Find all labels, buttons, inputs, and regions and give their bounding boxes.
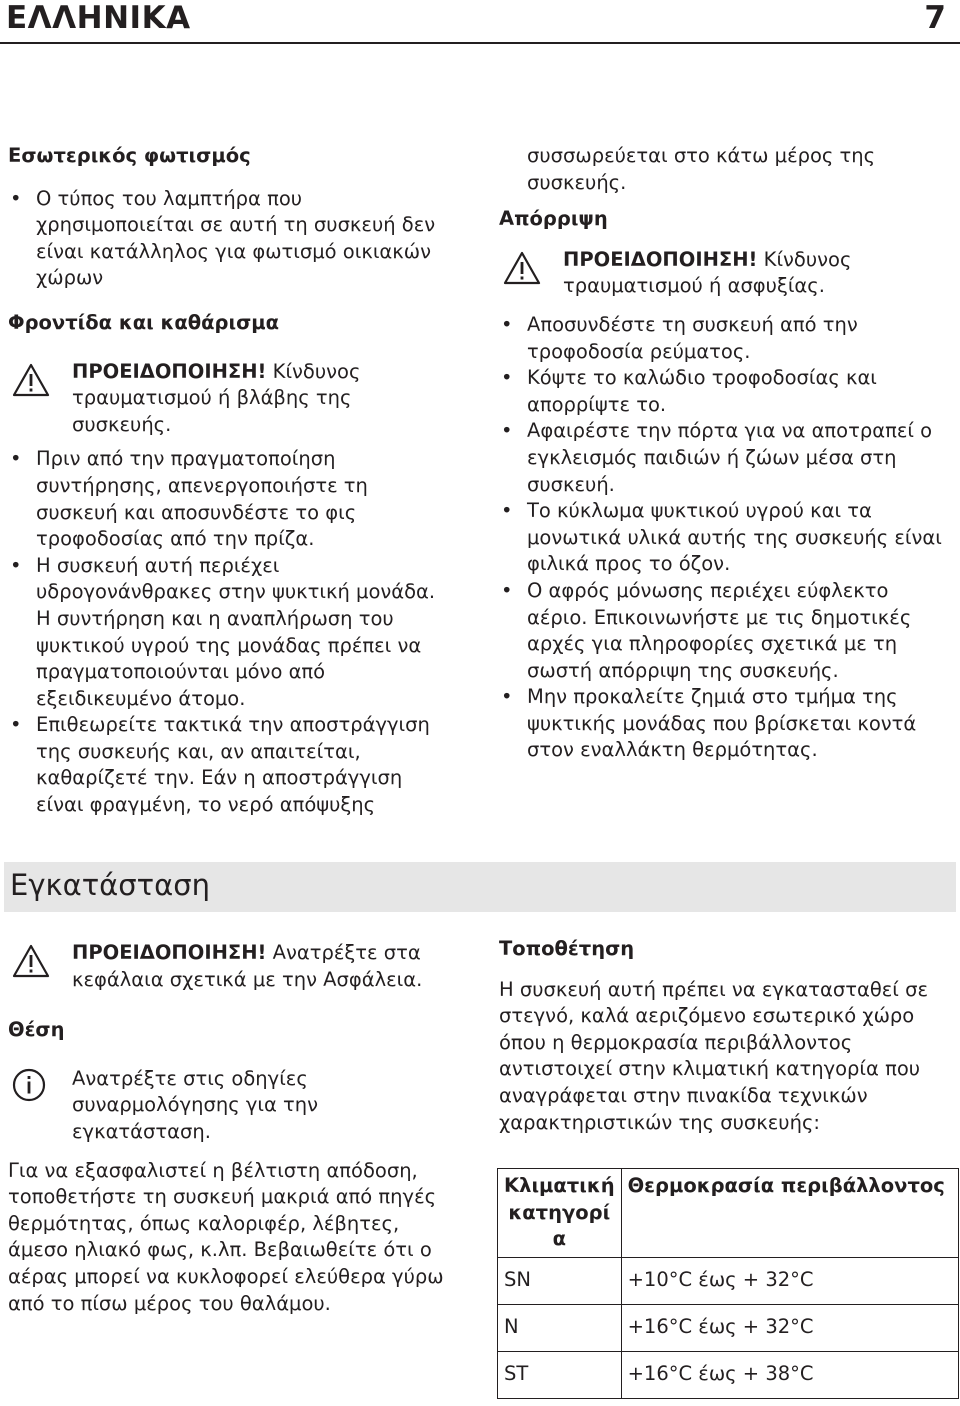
positioning-heading: Τοποθέτηση <box>499 937 635 960</box>
right-column <box>499 143 951 764</box>
header-language: ΕΛΛΗΝΙΚΑ <box>6 0 191 36</box>
list-item: • Η συσκευή αυτή περιέχει υδρογονάνθρακες στην ψυκτική μονάδα. Η συντήρηση και η αναπλήρωση του ψυκτικού υγρού της μονάδας πρέπει να πραγματοποιούνται μόνο από εξειδικευμένο άτομο. <box>8 553 453 713</box>
climate-class-table <box>497 1168 959 1399</box>
installation-warning <box>8 940 453 993</box>
list-item: • Αφαιρέστε την πόρτα για να αποτραπεί ο εγκλεισμός παιδιών ή ζώων μέσα στη συσκευή. <box>499 418 951 498</box>
list-item: • Πριν από την πραγματοποίηση συντήρησης, απενεργοποιήστε τη συσκευή και αποσυνδέστε το φις τροφοδοσίας από την πρίζα. <box>8 446 453 552</box>
info-circle-icon <box>12 1068 52 1104</box>
table-cell: +10°C έως + 32°C <box>621 1257 958 1304</box>
care-cleaning-list <box>8 446 453 818</box>
warning-text: Κίνδυνος τραυματισμού ή ασφυξίας. <box>563 247 852 298</box>
warning-text: Ανατρέξτε στα κεφάλαια σχετικά με την Ασφάλεια. <box>72 941 423 991</box>
table-row <box>498 1351 959 1398</box>
internal-lighting-heading: Εσωτερικός φωτισμός <box>8 144 251 167</box>
list-item: • Ο τύπος του λαμπτήρα που χρησιμοποιείται σε αυτή τη συσκευή δεν είναι κατάλληλος για φωτισμό οικιακών χώρων <box>8 186 453 292</box>
table-row <box>498 1257 959 1304</box>
disposal-heading: Απόρριψη <box>499 207 608 231</box>
list-item: • Κόψτε το καλώδιο τροφοδοσίας και απορρίψτε το. <box>499 365 951 418</box>
disposal-list <box>499 312 951 764</box>
warning-label: ΠΡΟΕΙΔΟΠΟΙΗΣΗ! <box>72 359 267 383</box>
care-cleaning-heading: Φροντίδα και καθάρισμα <box>8 310 280 334</box>
list-item: • Επιθεωρείτε τακτικά την αποστράγγιση της συσκευής και, αν απαιτείται, καθαρίζετέ την. Εάν η αποστράγγιση είναι φραγμένη, το νερό απόψυξης <box>8 712 453 818</box>
positioning-paragraph: Η συσκευή αυτή πρέπει να εγκατασταθεί σε στεγνό, καλά αεριζόμενο εσωτερικό χώρο όπου η θερμοκρασία περιβάλλοντος αντιστοιχεί στην κλιματική κατηγορία που αναγράφεται στην πινακίδα τεχνικών χαρακτηριστικών της συσκευής: <box>499 977 928 1134</box>
page-number: 7 <box>924 0 946 36</box>
disposal-warning <box>499 247 951 300</box>
warning-triangle-icon <box>12 944 52 980</box>
table-cell: +16°C έως + 32°C <box>621 1304 958 1351</box>
column-header: Θερμοκρασία περιβάλλοντος <box>621 1169 958 1258</box>
installation-section-bar <box>4 862 956 912</box>
continuation-text: συσσωρεύεται στο κάτω μέρος της συσκευής. <box>527 144 876 194</box>
location-paragraph: Για να εξασφαλιστεί η βέλτιστη απόδοση, τοποθετήστε τη συσκευή μακριά από πηγές θερμότητας, όπως καλοριφέρ, λέβητες, άμεσο ηλιακό φως, κ.λπ. Βεβαιωθείτε ότι ο αέρας μπορεί να κυκλοφορεί ελεύθερα γύρω από το πίσω μέρος του θαλάμου. <box>8 1158 444 1315</box>
table-row <box>498 1304 959 1351</box>
left-column <box>8 143 453 819</box>
table-cell: N <box>498 1304 622 1351</box>
care-warning <box>8 359 453 439</box>
warning-triangle-icon <box>503 251 543 287</box>
list-item: • Το κύκλωμα ψυκτικού υγρού και τα μονωτικά υλικά αυτής της συσκευής είναι φιλικά προς το όζον. <box>499 498 951 578</box>
location-info <box>8 1066 453 1146</box>
installation-title: Εγκατάσταση <box>10 868 210 902</box>
column-header: Κλιματική κατηγορί α <box>498 1169 622 1258</box>
list-item: • Αποσυνδέστε τη συσκευή από την τροφοδοσία ρεύματος. <box>499 312 951 365</box>
table-cell: +16°C έως + 38°C <box>621 1351 958 1398</box>
list-item: • Ο αφρός μόνωσης περιέχει εύφλεκτο αέριο. Επικοινωνήστε με τις δημοτικές αρχές για πληροφορίες σχετικά με τη σωστή απόρριψη της συσκευής. <box>499 578 951 684</box>
warning-label: ΠΡΟΕΙΔΟΠΟΙΗΣΗ! <box>563 247 758 271</box>
table-header-row <box>498 1169 959 1258</box>
info-text: Ανατρέξτε στις οδηγίες συναρμολόγησης για την εγκατάσταση. <box>72 1066 319 1143</box>
table-cell: SN <box>498 1257 622 1304</box>
warning-text: Κίνδυνος τραυματισμού ή βλάβης της συσκευής. <box>72 359 361 436</box>
location-heading: Θέση <box>8 1018 65 1042</box>
warning-label: ΠΡΟΕΙΔΟΠΟΙΗΣΗ! <box>72 941 267 964</box>
warning-triangle-icon <box>12 363 52 399</box>
header-rule <box>0 42 960 44</box>
installation-left-column <box>8 940 453 1317</box>
table-cell: ST <box>498 1351 622 1398</box>
installation-right-column <box>499 936 951 1136</box>
list-item: • Μην προκαλείτε ζημιά στο τμήμα της ψυκτικής μονάδας που βρίσκεται κοντά στον εναλλάκτη θερμότητας. <box>499 684 951 764</box>
internal-lighting-list <box>8 186 453 292</box>
